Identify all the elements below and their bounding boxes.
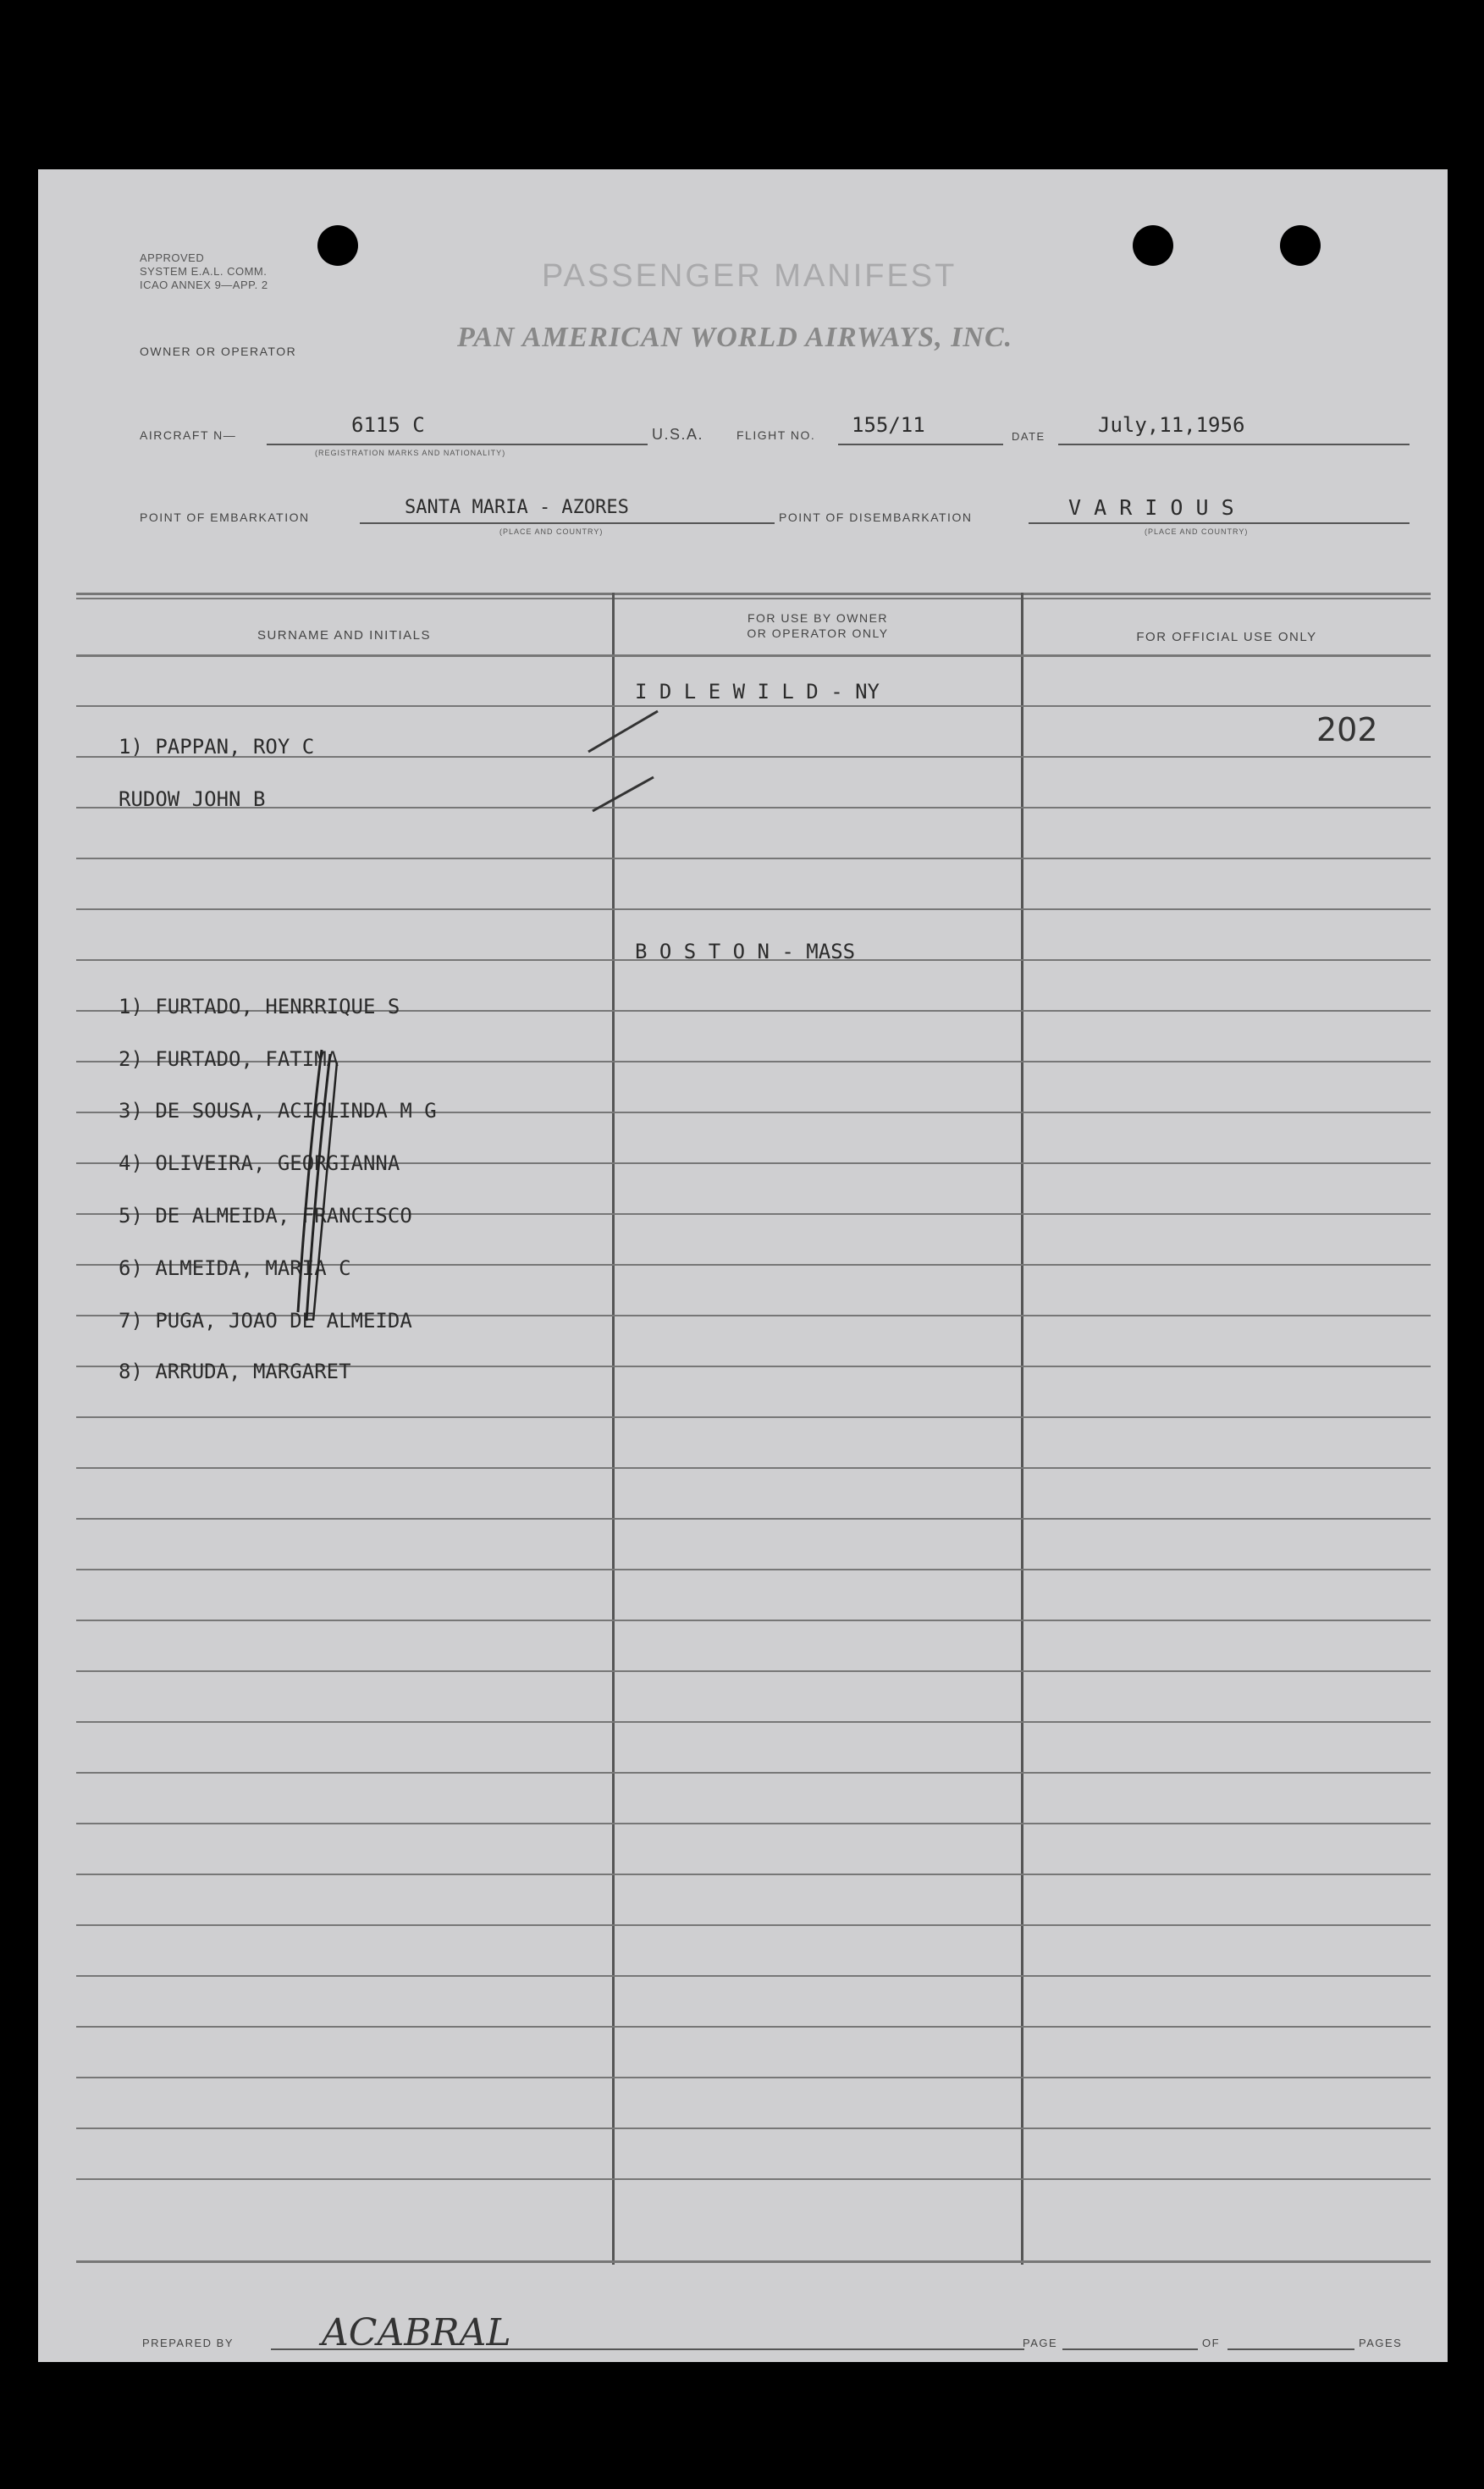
date-label: DATE [1012,430,1045,443]
rule-line [76,1975,1431,1977]
rule-line [76,2077,1431,2078]
registration-note: (REGISTRATION MARKS AND NATIONALITY) [315,449,506,457]
embark-note: (PLACE AND COUNTRY) [499,527,604,536]
rule-line [76,807,1431,809]
nationality: U.S.A. [652,426,704,443]
passenger-boston-6: 6) ALMEIDA, MARIA C [119,1256,351,1280]
company-name: PAN AMERICAN WORLD AIRWAYS, INC. [457,322,1013,353]
destination-boston: B O S T O N - MASS [635,940,856,963]
approval-line-3: ICAO ANNEX 9—APP. 2 [140,279,268,291]
embark-label: POINT OF EMBARKATION [140,510,310,524]
rule-line [76,1721,1431,1723]
page-label: PAGE [1023,2337,1058,2349]
rule-line [76,1670,1431,1672]
flight-label: FLIGHT NO. [736,428,816,442]
rule-line [76,2128,1431,2129]
handwritten-bracket [288,1041,356,1329]
of-label: OF [1202,2337,1221,2349]
pages-label: PAGES [1359,2337,1403,2349]
date-value: July,11,1956 [1098,413,1245,437]
passenger-boston-8: 8) ARRUDA, MARGARET [119,1360,351,1383]
passenger-boston-2: 2) FURTADO, FATIMA [119,1047,339,1071]
rule-line [76,1823,1431,1824]
punch-hole-right [1280,225,1321,266]
approval-line-1: APPROVED [140,251,205,264]
aircraft-underline [267,444,648,445]
column-header-official: FOR OFFICIAL USE ONLY [1136,630,1317,644]
destination-idlewild: I D L E W I L D - NY [635,680,880,704]
rule-line [76,2178,1431,2180]
passenger-boston-4: 4) OLIVEIRA, GEORGIANNA [119,1151,400,1175]
rule-line [76,1569,1431,1570]
prepared-by-label: PREPARED BY [142,2337,234,2349]
disembark-note: (PLACE AND COUNTRY) [1145,527,1249,536]
rule-line [76,1467,1431,1469]
rule-line [76,858,1431,859]
embark-value: SANTA MARIA - AZORES [405,497,629,518]
passenger-ny-2: RUDOW JOHN B [119,787,266,811]
passenger-ny-1: 1) PAPPAN, ROY C [119,735,315,759]
official-number: 202 [1316,711,1378,748]
column-header-surname: SURNAME AND INITIALS [257,628,432,643]
flight-value: 155/11 [852,413,925,437]
rule-line [76,1772,1431,1774]
check-mark-1 [588,711,658,752]
column-header-owner-use-2: OR OPERATOR ONLY [747,626,889,640]
rule-line [76,1416,1431,1418]
column-divider-1 [612,593,615,2265]
page-underline [1062,2348,1198,2350]
preparer-signature: ACABRAL [322,2311,511,2354]
check-marks [576,703,677,821]
table-top-border-2 [76,598,1431,599]
page-title: PASSENGER MANIFEST [542,258,957,294]
date-underline [1058,444,1410,445]
check-mark-2 [593,777,654,811]
rule-line [76,1620,1431,1621]
approval-line-2: SYSTEM E.A.L. COMM. [140,265,268,278]
passenger-boston-5: 5) DE ALMEIDA, FRANCISCO [119,1204,412,1228]
punch-hole-left [317,225,358,266]
passenger-boston-3: 3) DE SOUSA, ACIOLINDA M G [119,1099,437,1123]
manifest-table [76,593,1431,2265]
table-top-border [76,593,1431,595]
punch-hole-middle [1133,225,1173,266]
rule-line [76,1874,1431,1875]
column-divider-2 [1021,593,1023,2265]
rule-line [76,705,1431,707]
of-underline [1227,2348,1354,2350]
disembark-value: V A R I O U S [1068,495,1234,520]
disembark-underline [1029,522,1410,524]
passenger-boston-1: 1) FURTADO, HENRRIQUE S [119,995,400,1018]
owner-label: OWNER OR OPERATOR [140,345,297,358]
aircraft-value: 6115 C [351,413,425,437]
passenger-boston-7: 7) PUGA, JOAO DE ALMEIDA [119,1309,412,1333]
aircraft-label: AIRCRAFT N— [140,428,237,442]
flight-underline [838,444,1003,445]
disembark-label: POINT OF DISEMBARKATION [779,510,973,524]
table-bottom-border [76,2260,1431,2263]
column-header-owner-use-1: FOR USE BY OWNER [747,611,889,625]
rule-line [76,908,1431,910]
header-bottom-border [76,654,1431,657]
bracket-stroke [306,1054,330,1321]
rule-line [76,1924,1431,1926]
rule-line [76,2026,1431,2028]
embark-underline [360,522,775,524]
rule-line [76,1518,1431,1520]
